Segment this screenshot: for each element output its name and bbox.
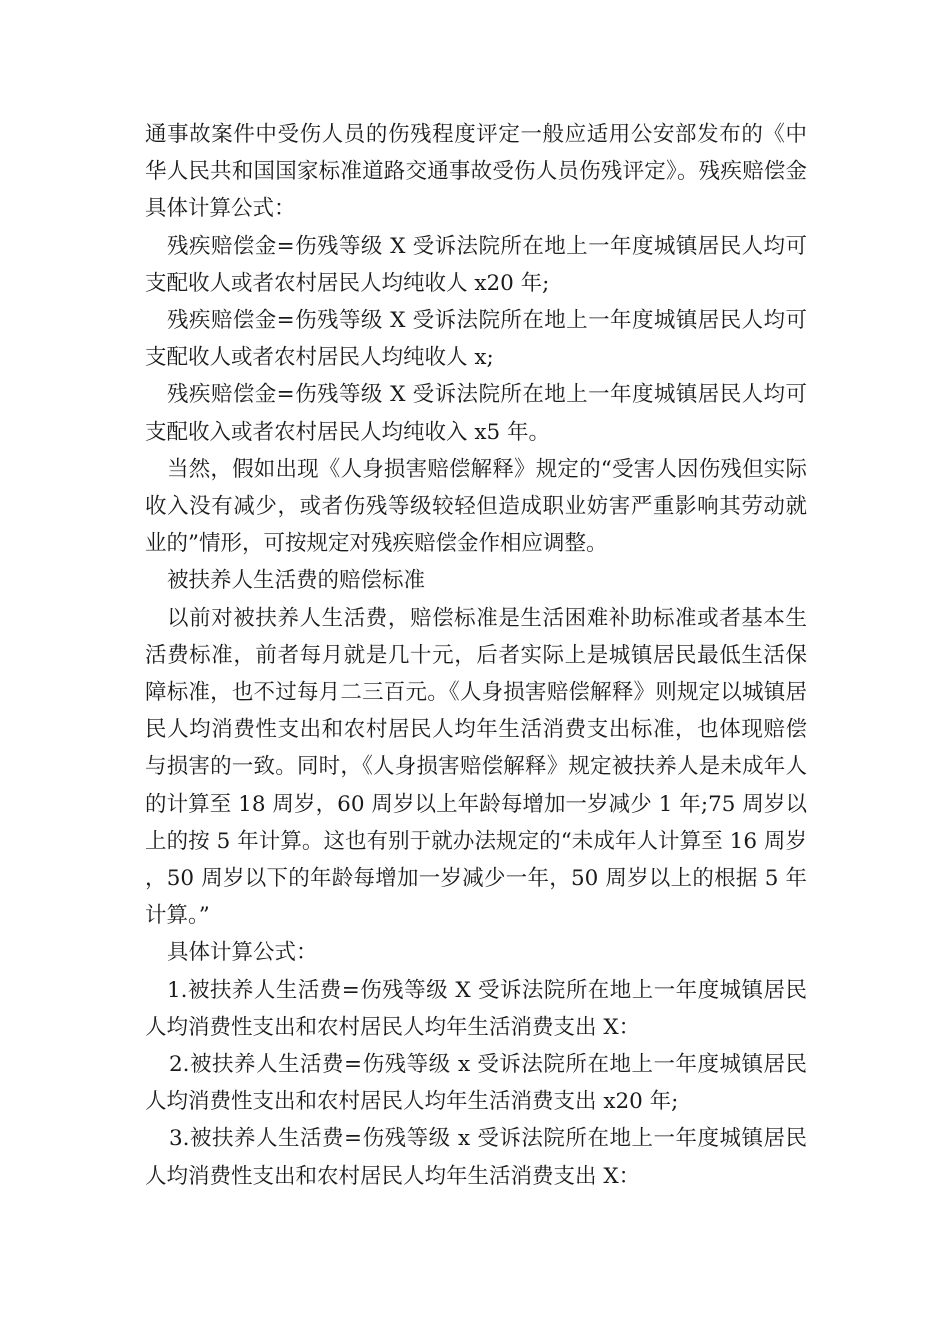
section-heading: 被扶养人生活费的赔偿标准	[167, 568, 426, 594]
paragraph-intro: 通事故案件中受伤人员的伤残程度评定一般应适用公安部发布的《中华人民共和国国家标准道路交通事故受伤人员伤残评定》。残疾赔偿金具体计算公式：	[145, 122, 807, 222]
paragraph-formula-3: 残疾赔偿金=伤残等级 X 受诉法院所在地上一年度城镇居民人均可支配收入或者农村居民人均纯收入 x5 年。	[145, 382, 807, 445]
paragraph-formula-heading: 具体计算公式：	[167, 940, 318, 966]
paragraph-support-formula-2: 2.被扶养人生活费=伤残等级 x 受诉法院所在地上一年度城镇居民人均消费性支出和农村居民人均年生活消费支出 x20 年;	[145, 1052, 807, 1115]
paragraph-formula-2: 残疾赔偿金=伤残等级 X 受诉法院所在地上一年度城镇居民人均可支配收人或者农村居民人均纯收人 x;	[145, 308, 807, 371]
paragraph-support-formula-1: 1.被扶养人生活费=伤残等级 X 受诉法院所在地上一年度城镇居民人均消费性支出和农村居民人均年生活消费支出 X：	[145, 977, 807, 1040]
paragraph-formula-1: 残疾赔偿金=伤残等级 X 受诉法院所在地上一年度城镇居民人均可支配收人或者农村居民人均纯收人 x20 年;	[145, 233, 807, 296]
paragraph-support-formula-3: 3.被扶养人生活费=伤残等级 x 受诉法院所在地上一年度城镇居民人均消费性支出和农村居民人均年生活消费支出 X：	[145, 1126, 807, 1189]
paragraph-standards: 以前对被扶养人生活费，赔偿标准是生活困难补助标准或者基本生活费标准，前者每月就是几十元，后者实际上是城镇居民最低生活保障标准，也不过每月二三百元。《人身损害赔偿解释》则规定以城镇居民人均消费性支出和农村居民人均年生活消费支出标准，也体现赔偿与损害的一致。同时，《人身损害赔偿解释》规定被扶养人是未成年人的计算至 18 周岁，60 周岁以上年龄每增加一岁减少 1 年;75 周岁以上的按 5 年计算。这也有别于就办法规定的“未成年人计算至 16 周岁，50 周岁以下的年龄每增加一岁减少一年，50 周岁以上的根据 5 年计算。”	[145, 605, 807, 929]
paragraph-adjustment: 当然，假如出现《人身损害赔偿解释》规定的“受害人因伤残但实际收入没有减少，或者伤残等级较轻但造成职业妨害严重影响其劳动就业的”情形，可按规定对残疾赔偿金作相应调整。	[145, 456, 807, 557]
document-page	[145, 116, 807, 1195]
